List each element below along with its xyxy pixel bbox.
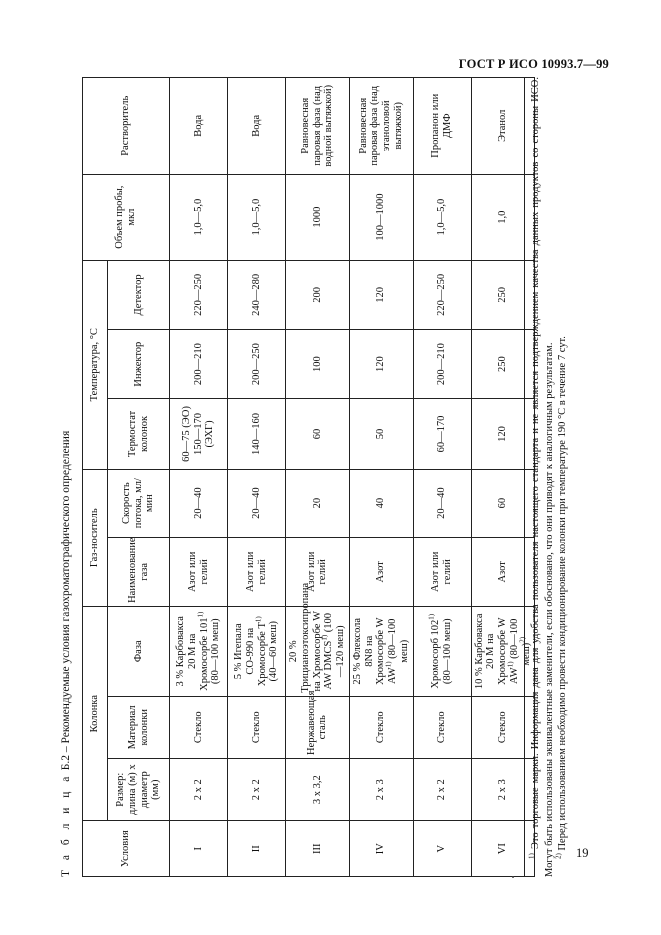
phase-mesh: (80—100 меш) — [442, 618, 453, 685]
cell-material: Нержавеющая сталь — [286, 696, 350, 758]
header-conditions: Условия — [83, 821, 170, 877]
cell-solvent: Вода — [170, 78, 228, 175]
gc-conditions-table — [82, 77, 535, 877]
cell-volume: 1000 — [286, 174, 350, 260]
header-sample-volume: Объем пробы, мкл — [83, 174, 170, 260]
phase-text: 20 % Трицианоэтоксипропана на Хромосорбе W AW DMCS — [288, 582, 335, 693]
cell-cond: II — [228, 821, 286, 877]
phase-mesh: (40—60 меш) — [268, 620, 280, 682]
cell-volume: 1,0—5,0 — [228, 174, 286, 260]
phase-footnote-mark-2: 2) — [518, 636, 526, 643]
cell-cond: IV — [349, 821, 413, 877]
table-caption-prefix: Т а б л и ц а — [60, 773, 72, 877]
cell-gas: Азот — [349, 537, 413, 606]
cell-phase — [228, 606, 286, 696]
cell-material: Стекло — [471, 696, 535, 758]
header-flow-rate: Скорость потока, мл/мин — [108, 469, 170, 537]
cell-injector: 120 — [349, 330, 413, 399]
table-caption — [60, 431, 72, 877]
header-size: Размер: длина (м) х диаметр (мм) — [108, 758, 170, 820]
table-row — [286, 78, 350, 877]
cell-size: 2 х 3 — [349, 758, 413, 820]
cell-size: 2 х 2 — [413, 758, 471, 820]
cell-flow: 20—40 — [228, 469, 286, 537]
table-row — [349, 78, 413, 877]
cell-oven: 60—75 (ЭО) 150—170 (ЭХГ) — [170, 399, 228, 469]
cell-size: 2 х 2 — [228, 758, 286, 820]
cell-gas: Азот или гелий — [286, 537, 350, 606]
cell-cond: V — [413, 821, 471, 877]
rotated-table-area — [60, 77, 594, 877]
cell-solvent: Равновесная паровая фаза (над этаноловой вытяжкой) — [349, 78, 413, 175]
header-temperature: Температура, °С — [83, 260, 108, 469]
cell-volume: 100—1000 — [349, 174, 413, 260]
phase-mesh: (80—100 меш) — [387, 618, 410, 663]
footnote-2-text: Перед использованием необходимо провести кондиционирование колонки при температуре 190 °С в течение 7 сут. — [557, 336, 569, 854]
cell-volume: 1,0—5,0 — [170, 174, 228, 260]
cell-size: 3 х 3,2 — [286, 758, 350, 820]
cell-flow: 60 — [471, 469, 535, 537]
phase-footnote-mark: 1) — [427, 613, 436, 620]
scan-speck — [512, 876, 514, 878]
footnote-1-text: Это торговые марки. Информация дана для удобства пользователя настоящего стандарта и не является подтверждением качества данных продуктов со стороны ИСО. Могут быть использованы эквивалентные заменители, если обосновано, что они приводят к аналогичным результатам. — [530, 77, 555, 877]
page-number: 19 — [576, 846, 589, 860]
cell-volume: 1,0 — [471, 174, 535, 260]
cell-gas: Азот — [471, 537, 535, 606]
cell-gas: Азот или гелий — [413, 537, 471, 606]
phase-footnote-mark: 1) — [254, 616, 262, 623]
cell-oven: 140—160 — [228, 399, 286, 469]
cell-gas: Азот или гелий — [228, 537, 286, 606]
cell-detector: 250 — [471, 260, 535, 329]
cell-oven: 60 — [286, 399, 350, 469]
footnote-1 — [529, 77, 556, 877]
header-carrier-gas: Газ-носитель — [83, 469, 108, 606]
cell-injector: 100 — [286, 330, 350, 399]
cell-injector: 200—250 — [228, 330, 286, 399]
header-phase: Фаза — [108, 606, 170, 696]
cell-cond: III — [286, 821, 350, 877]
footnote-1-mark: 1) — [527, 853, 536, 859]
phase-footnote-mark: 1) — [320, 634, 329, 641]
cell-phase — [170, 606, 228, 696]
cell-volume: 1,0—5,0 — [413, 174, 471, 260]
document-id-header: ГОСТ Р ИСО 10993.7—99 — [458, 57, 609, 71]
cell-size: 2 х 3 — [471, 758, 535, 820]
cell-solvent: Этанол — [471, 78, 535, 175]
cell-size: 2 х 2 — [170, 758, 228, 820]
cell-phase — [286, 582, 350, 696]
header-detector: Детектор — [108, 260, 170, 329]
cell-oven: 50 — [349, 399, 413, 469]
phase-footnote-mark: 1) — [384, 661, 393, 668]
table-row — [228, 78, 286, 877]
cell-detector: 200 — [286, 260, 350, 329]
phase-footnote-mark: 1) — [196, 611, 204, 618]
phase-footnote-mark: 1) — [506, 661, 515, 668]
cell-solvent: Равновесная паровая фаза (над водной вытяжкой) — [286, 78, 350, 175]
cell-solvent: Вода — [228, 78, 286, 175]
cell-gas: Азот или гелий — [170, 537, 228, 606]
cell-cond: VI — [471, 821, 535, 877]
cell-cond: I — [170, 821, 228, 877]
phase-text: 3 % Карбовакса 20 М на Хромосорбе 101 — [175, 616, 210, 691]
cell-flow: 40 — [349, 469, 413, 537]
phase-text: 5 % Игепала СО-990 на Хромосорбе Т — [233, 622, 268, 687]
cell-detector: 220—250 — [170, 260, 228, 329]
cell-injector: 250 — [471, 330, 535, 399]
table-row — [413, 78, 471, 877]
cell-detector: 240—280 — [228, 260, 286, 329]
cell-material: Стекло — [228, 696, 286, 758]
cell-injector: 200—210 — [413, 330, 471, 399]
cell-phase — [413, 606, 471, 696]
cell-phase — [349, 606, 413, 696]
phase-mesh: (100—120 меш) — [323, 612, 346, 678]
footnotes — [524, 77, 570, 877]
phase-text: Хромосорб 102 — [430, 619, 442, 689]
footnote-2-mark: 2) — [554, 853, 563, 859]
phase-mesh: (80—100 меш) — [508, 618, 532, 666]
phase-text: 10 % Карбовакса 20 М на Хромосорбе W AW — [473, 613, 520, 690]
header-solvent: Растворитель — [83, 78, 170, 175]
cell-oven: 120 — [471, 399, 535, 469]
header-oven: Термостат колонок — [108, 399, 170, 469]
header-injector: Инжектор — [108, 330, 170, 399]
cell-flow: 20 — [286, 469, 350, 537]
cell-detector: 120 — [349, 260, 413, 329]
cell-detector: 220—250 — [413, 260, 471, 329]
table-caption-number: Б.2 — [60, 755, 72, 771]
cell-oven: 60—170 — [413, 399, 471, 469]
cell-solvent: Пропанон или ДМФ — [413, 78, 471, 175]
table-row — [170, 78, 228, 877]
cell-material: Стекло — [349, 696, 413, 758]
phase-mesh: (80—100 меш) — [210, 618, 222, 685]
table-caption-text: – Рекомендуемые условия газохроматографического определения — [60, 430, 72, 755]
cell-material: Стекло — [413, 696, 471, 758]
footnote-2 — [556, 77, 570, 877]
cell-material: Стекло — [170, 696, 228, 758]
header-material: Материал колонки — [108, 696, 170, 758]
phase-text: 25 % Флексола 8N8 на Хромосорбе W AW — [351, 617, 398, 686]
cell-injector: 200—210 — [170, 330, 228, 399]
cell-flow: 20—40 — [413, 469, 471, 537]
footnote-rule — [524, 77, 525, 877]
header-gas-name: Наименование газа — [108, 537, 170, 606]
header-column: Колонка — [83, 606, 108, 820]
cell-flow: 20—40 — [170, 469, 228, 537]
